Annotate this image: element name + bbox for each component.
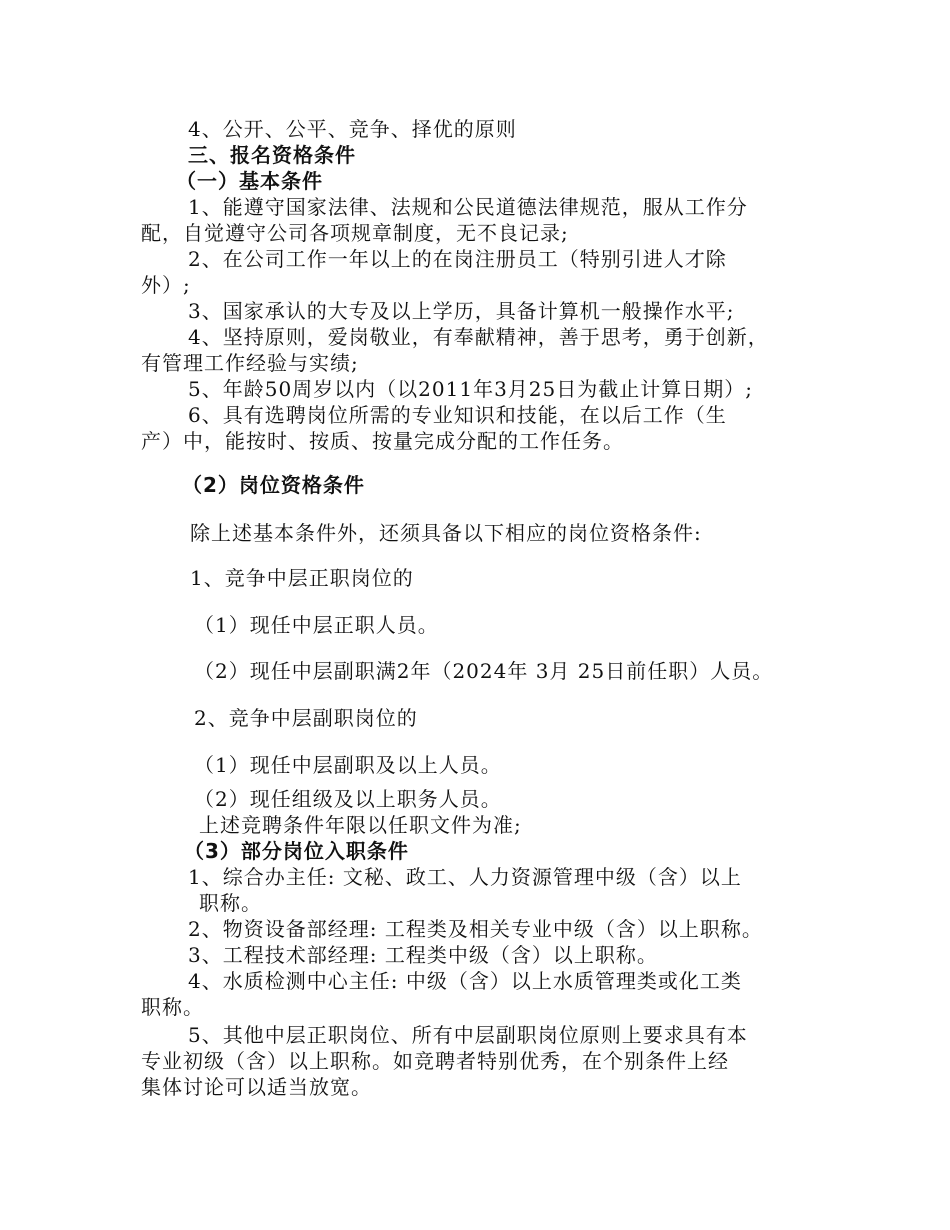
section-heading-3: 三、报名资格条件 [188, 143, 356, 167]
entry-item-1: 1、综合办主任: 文秘、政工、人力资源管理中级（含）以上 [188, 865, 742, 889]
basic-item-4: 4、坚持原则，爱岗敬业，有奉献精神，善于思考，勇于创新， [188, 325, 769, 349]
entry-item-4-cont: 职称。 [141, 995, 204, 1019]
basic-item-4-cont: 有管理工作经验与实绩; [141, 351, 359, 375]
basic-item-6: 6、具有选聘岗位所需的专业知识和技能，在以后工作（生 [188, 403, 727, 427]
basic-item-6-cont: 产）中，能按时、按质、按量完成分配的工作任务。 [141, 429, 624, 453]
basic-item-1-cont: 配，自觉遵守公司各项规章制度，无不良记录; [141, 221, 569, 245]
subsection-heading-position: （2）岗位资格条件 [182, 473, 365, 497]
position-intro: 除上述基本条件外，还须具备以下相应的岗位资格条件: [190, 521, 702, 545]
entry-item-4: 4、水质检测中心主任: 中级（含）以上水质管理类或化工类 [188, 969, 742, 993]
entry-item-1-cont: 职称。 [199, 891, 262, 915]
entry-item-3: 3、工程技术部经理: 工程类中级（含）以上职称。 [188, 943, 658, 967]
subsection-heading-basic: （一）基本条件 [176, 169, 323, 193]
entry-item-5-cont: 专业初级（含）以上职称。如竞聘者特别优秀，在个别条件上经 [141, 1049, 729, 1073]
position-item-2-1: （1）现任中层副职及以上人员。 [194, 753, 502, 777]
entry-item-5-cont-2: 集体讨论可以适当放宽。 [141, 1075, 372, 1099]
position-item-1-1: （1）现任中层正职人员。 [194, 613, 439, 637]
basic-item-3: 3、国家承认的大专及以上学历，具备计算机一般操作水平; [188, 299, 735, 323]
position-item-2-2: （2）现任组级及以上职务人员。 [194, 787, 502, 811]
entry-item-5: 5、其他中层正职岗位、所有中层副职岗位原则上要求具有本 [188, 1023, 748, 1047]
position-item-1: 1、竞争中层正职岗位的 [190, 566, 414, 590]
entry-item-2: 2、物资设备部经理: 工程类及相关专业中级（含）以上职称。 [188, 917, 763, 941]
basic-item-5: 5、年龄50周岁以内（以2011年3月25日为截止计算日期）; [188, 377, 753, 401]
position-item-1-2: （2）现任中层副职满2年（2024年 3月 25日前任职）人员。 [194, 659, 774, 683]
subsection-heading-entry: （3）部分岗位入职条件 [184, 839, 409, 863]
position-item-2: 2、竞争中层副职岗位的 [194, 706, 418, 730]
position-note: 上述竞聘条件年限以任职文件为准; [199, 813, 522, 837]
basic-item-2: 2、在公司工作一年以上的在岗注册员工（特别引进人才除 [188, 247, 727, 271]
principle-item-4: 4、公开、公平、竞争、择优的原则 [188, 117, 517, 141]
basic-item-2-cont: 外）; [141, 273, 191, 297]
basic-item-1: 1、能遵守国家法律、法规和公民道德法律规范，服从工作分 [188, 195, 748, 219]
